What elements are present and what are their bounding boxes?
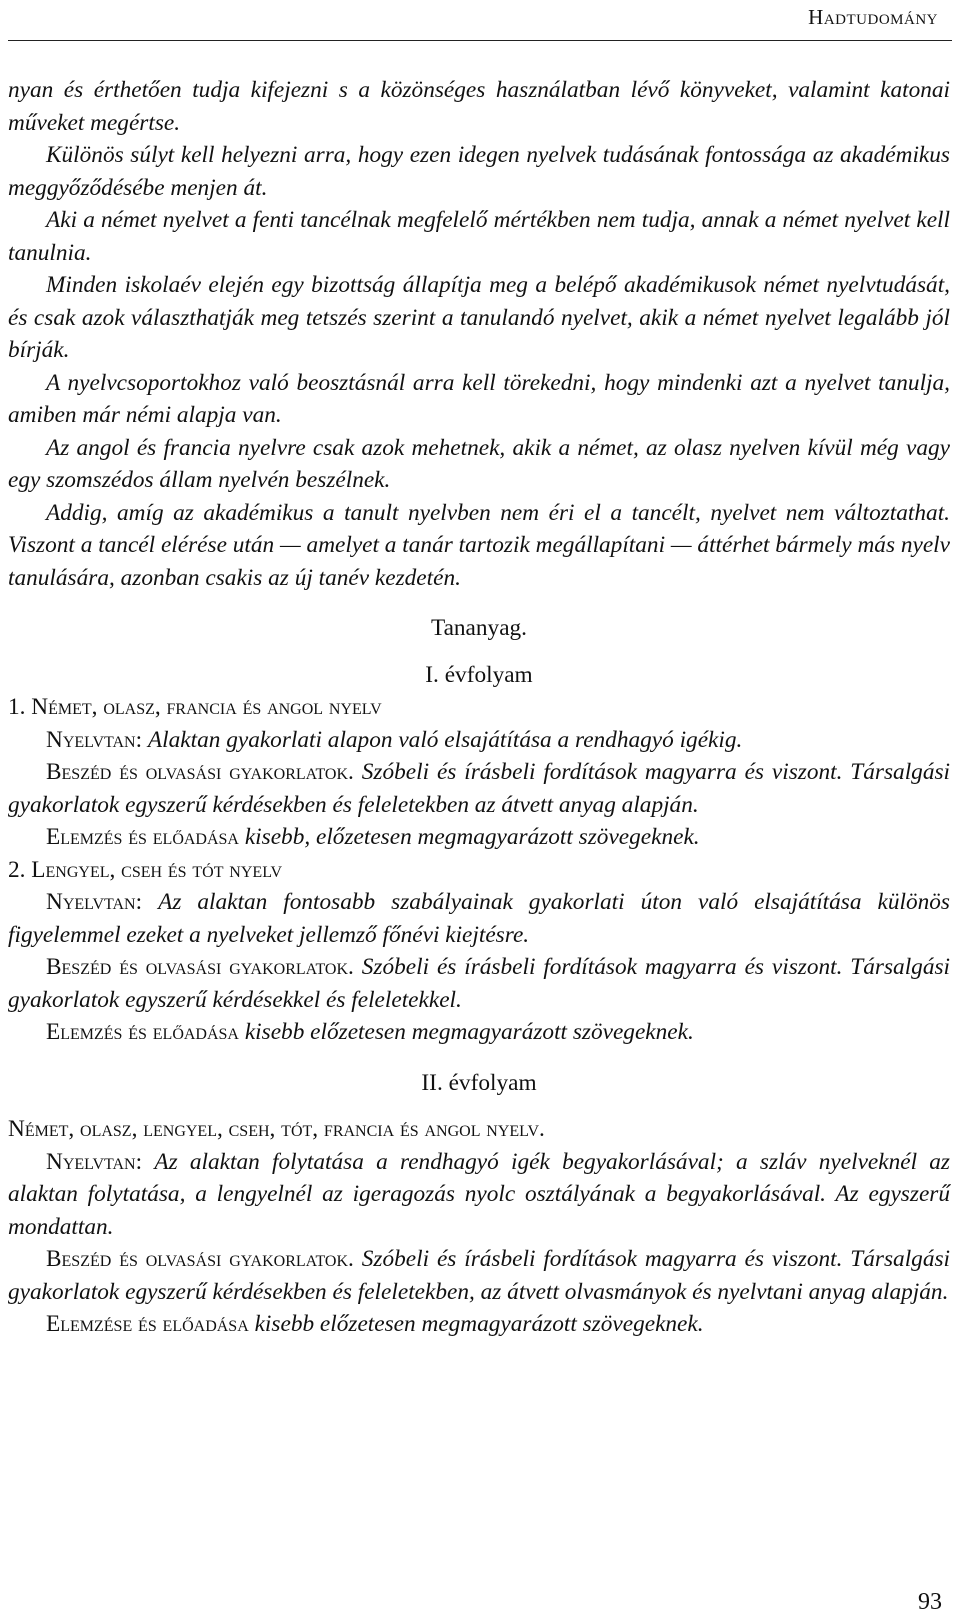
paragraph: Különös súlyt kell helyezni arra, hogy ezen idegen nyelvek tudásának fontossága az akadémikus meggyőződésébe menjen át. bbox=[8, 142, 950, 201]
elemzes-paragraph bbox=[8, 1016, 950, 1049]
paragraph: Addig, amíg az akadémikus a tanult nyelvben nem éri el a tancélt, nyelvet nem változtathat. Viszont a tancél elérése után — amelyet a tanár tartozik megállapítani — áttérhet bármely más nyelv tanulására, azonban csakis az új tanév kezdetén. bbox=[8, 499, 950, 591]
nyelvtan-text: Az alaktan fontosabb szabályainak gyakorlati úton való elsajátítása különös figyelemmel ezeket a nyelveket jellemző főnévi kiejtésre. bbox=[8, 889, 950, 948]
year-two-title: II. évfolyam bbox=[421, 1069, 537, 1096]
nyelvtan-label: Nyelvtan: bbox=[46, 889, 143, 915]
paragraph: Aki a német nyelvet a fenti tancélnak megfelelő mértékben nem tudja, annak a német nyelvet kell tanulnia. bbox=[8, 207, 950, 266]
nyelvtan-paragraph bbox=[8, 1146, 950, 1244]
elemzes-text: kisebb előzetesen megmagyarázott szövegeknek. bbox=[254, 1311, 704, 1337]
nyelvtan-label: Nyelvtan: bbox=[46, 726, 143, 753]
nyelvtan-text: Alaktan gyakorlati alapon való elsajátítása a rendhagyó igékig. bbox=[147, 726, 743, 753]
paragraph: nyan és érthetően tudja kifejezni s a közönséges használatban lévő könyveket, valamint katonai műveket megértse. bbox=[8, 77, 950, 136]
paragraph: Minden iskolaév elején egy bizottság állapítja meg a belépő akadémikusok német nyelvtudását, és csak azok választhatják meg tetszés szerint a tanulandó nyelvet, akik a német nyelvet legalább jól bírják. bbox=[8, 272, 950, 363]
spacer bbox=[8, 645, 950, 659]
year-one-title: I. évfolyam bbox=[425, 661, 533, 688]
beszed-label: Beszéd és olvasási gyakorlatok. bbox=[46, 954, 354, 980]
beszed-paragraph bbox=[8, 951, 950, 1016]
elemzes-paragraph bbox=[8, 821, 950, 854]
paragraph: A nyelvcsoportokhoz való beosztásnál arra kell törekedni, hogy mindenki azt a nyelvet tanulja, amiben már némi alapja van. bbox=[8, 369, 950, 428]
spacer bbox=[8, 594, 950, 612]
page-number: 93 bbox=[918, 1589, 942, 1615]
subject-heading: 2. Lengyel, cseh és tót nyelv bbox=[8, 856, 283, 883]
nyelvtan-text: Az alaktan folytatása a rendhagyó igék begyakorlásával; a szláv nyelveknél az alaktan folytatása, a lengyelnél az igeragozás nyolc osztályának a begyakorlásával. Az egyszerű mondattan. bbox=[8, 1148, 950, 1240]
elemzes-label: Elemzés és előadása bbox=[46, 824, 239, 850]
header-rule bbox=[8, 40, 952, 41]
beszed-paragraph bbox=[8, 756, 950, 821]
beszed-label: Beszéd és olvasási gyakorlatok. bbox=[46, 1246, 354, 1272]
spacer bbox=[8, 1049, 950, 1067]
elemzes-text: kisebb, előzetesen megmagyarázott szövegeknek. bbox=[244, 824, 700, 850]
page-body bbox=[8, 74, 950, 1341]
elemzes-label: Elemzése és előadása bbox=[46, 1311, 249, 1337]
beszed-text: Szóbeli és írásbeli fordítások magyarra és viszont. Társalgási gyakorlatok egyszerű kérdésekben és feleletekben az átvett anyag alapján. bbox=[8, 759, 951, 818]
beszed-text: Szóbeli és írásbeli fordítások magyarra és viszont. Társalgási gyakorlatok egyszerű kérdésekkel és feleletekkel. bbox=[8, 954, 951, 1013]
section-title-tananyag: Tananyag. bbox=[430, 615, 528, 641]
running-header: Hadtudomány bbox=[808, 5, 938, 29]
nyelvtan-paragraph bbox=[8, 886, 950, 951]
subject-heading: 1. Német, olasz, francia és angol nyelv bbox=[8, 694, 382, 720]
beszed-paragraph bbox=[8, 1243, 950, 1308]
nyelvtan-paragraph bbox=[8, 724, 950, 757]
elemzes-text: kisebb előzetesen megmagyarázott szövegeknek. bbox=[244, 1019, 694, 1045]
elemzes-paragraph bbox=[8, 1308, 950, 1341]
beszed-label: Beszéd és olvasási gyakorlatok. bbox=[46, 759, 354, 785]
paragraph: Az angol és francia nyelvre csak azok mehetnek, akik a német, az olasz nyelven kívül még vagy egy szomszédos állam nyelvén beszélnek. bbox=[8, 434, 950, 493]
elemzes-label: Elemzés és előadása bbox=[46, 1019, 239, 1045]
subject-heading: Német, olasz, lengyel, cseh, tót, francia és angol nyelv. bbox=[8, 1116, 545, 1142]
spacer bbox=[8, 1099, 950, 1113]
nyelvtan-label: Nyelvtan: bbox=[46, 1148, 143, 1175]
beszed-text: Szóbeli és írásbeli fordítások magyarra és viszont. Társalgási gyakorlatok egyszerű kérdésekben és feleletekben, az átvett olvasmányok és nyelvtani anyag alapján. bbox=[8, 1246, 951, 1305]
